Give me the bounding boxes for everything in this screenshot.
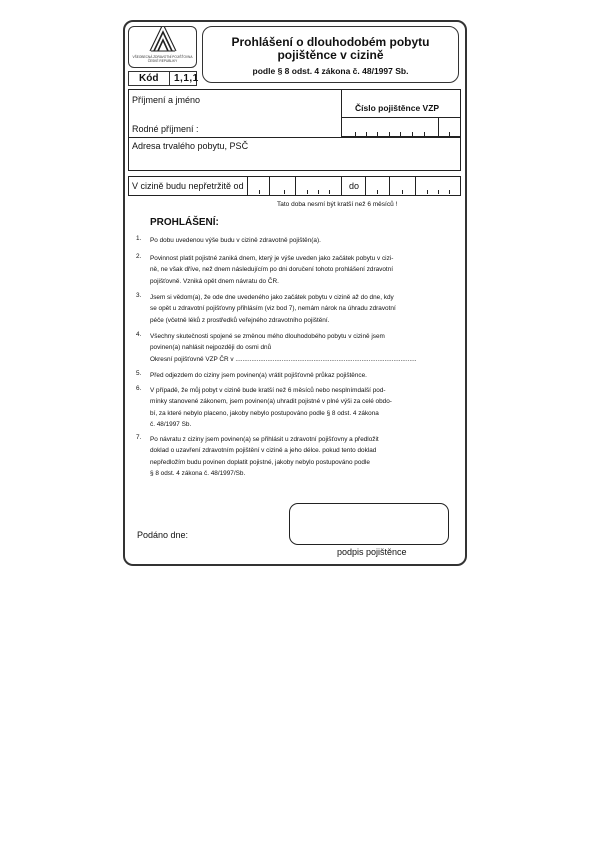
stay-to-divider-day xyxy=(389,177,390,195)
stay-to-label: do xyxy=(349,181,360,191)
code-value: 1,1,1 xyxy=(174,73,199,84)
surname-field[interactable] xyxy=(130,107,338,121)
address-label: Adresa trvalého pobytu, PSČ xyxy=(132,141,249,151)
stay-to-tick xyxy=(438,190,439,194)
declaration-item-number: 7. xyxy=(136,434,142,441)
surname-label: Příjmení a jméno xyxy=(132,95,201,105)
stay-note: Tato doba nesmí být kratší než 6 měsíců ! xyxy=(277,201,398,208)
declaration-heading: PROHLÁŠENÍ: xyxy=(150,217,219,228)
stay-from-label: V cizině budu nepřetržitě od xyxy=(132,181,244,191)
signature-label: podpis pojištěnce xyxy=(337,547,407,557)
declaration-item-number: 5. xyxy=(136,370,142,377)
vzp-emblem-icon xyxy=(129,27,197,57)
stay-to-date-field[interactable] xyxy=(365,177,460,195)
declaration-item-line: péče (včetně léků z prostředků veřejného zdravotního pojištění. xyxy=(150,316,330,324)
stay-from-divider-month xyxy=(295,177,296,195)
declaration-item-line: se opět u zdravotní pojišťovny přihlásím (viz bod 7), nemám nárok na úhradu zdravotní xyxy=(150,305,396,313)
declaration-item-line: Jsem si vědom(a), že ode dne uvedeného jako začátek pobytu v cizině až do dne, kdy xyxy=(150,294,394,301)
declaration-item-line: Všechny skutečnosti spojené se změnou mého dlouhodobého pobytu v cizině jsem xyxy=(150,333,385,340)
signature-field[interactable] xyxy=(289,503,449,545)
declaration-item-line: V případě, že můj pobyt v cizině bude kratší než 6 měsíců nebo nesplnímdalší pod- xyxy=(150,387,386,394)
stay-from-tick xyxy=(318,190,319,194)
form-title-line2: pojištěnce v cizině xyxy=(277,48,384,62)
code-label: Kód xyxy=(139,73,159,84)
stay-from-divider-day xyxy=(269,177,270,195)
declaration-item-line: povinen(a) nahlásit nejpozději do osmi dnů xyxy=(150,344,272,352)
declaration-item-line: doklad o uzavření zdravotním pojištění v cizině a jeho délce. pokud tento doklad xyxy=(150,447,377,455)
declaration-item-line: Po návratu z ciziny jsem povinen(a) se přihlásit u zdravotní pojišťovny a předložit xyxy=(150,436,379,443)
declaration-item-number: 6. xyxy=(136,385,142,392)
birth-surname-label: Rodné příjmení : xyxy=(132,124,199,134)
insurance-number-field[interactable] xyxy=(342,117,460,136)
declaration-item-line: ně, ne však dříve, než dnem následujícím po dni doručení tohoto prohlášení zdravotní xyxy=(150,266,393,274)
vzp-logo xyxy=(128,26,197,68)
stay-to-tick xyxy=(377,190,378,194)
insurance-number-label: Číslo pojištěnce VZP xyxy=(355,103,440,113)
address-divider xyxy=(128,137,461,138)
stay-from-tick xyxy=(259,190,260,194)
stay-from-date-field[interactable] xyxy=(247,177,342,195)
code-box xyxy=(128,71,197,86)
declaration-item-line: mínky stanovené zákonem, jsem povinen(a) uhradit pojistné v plné výši za celé obdo- xyxy=(150,398,392,406)
stay-from-tick xyxy=(307,190,308,194)
stay-to-tick xyxy=(427,190,428,194)
form-title-line1: Prohlášení o dlouhodobém pobytu xyxy=(231,35,430,49)
declaration-item-number: 3. xyxy=(136,292,142,299)
declaration-item-line: § 8 odst. 4 zákona č. 48/1997/Sb. xyxy=(150,469,246,477)
logo-org-text: VŠEOBECNÁ ZDRAVOTNÍ POJIŠŤOVNA ČESKÉ REPUBLIKY xyxy=(132,55,193,63)
form-subtitle: podle § 8 odst. 4 zákona č. 48/1997 Sb. xyxy=(252,66,409,76)
address-field[interactable] xyxy=(130,152,458,168)
declaration-item-number: 1. xyxy=(136,235,142,242)
declaration-item-line: Před odjezdem do ciziny jsem povinen(a) vrátit pojišťovně průkaz pojištěnce. xyxy=(150,372,367,379)
stay-to-divider-month xyxy=(415,177,416,195)
declaration-item-line: pojišťovně. Vzniká opět dnem návratu do ČR. xyxy=(150,277,279,285)
declaration-item-line: nepředložím budu povinen doplatit pojistné, jakoby nebylo postupováno podle xyxy=(150,458,370,466)
stay-from-tick xyxy=(284,190,285,194)
declaration-item-line: bí, za které nebylo placeno, jakoby nebylo postupováno podle § 8 odst. 4 zákona xyxy=(150,409,379,417)
declaration-item-line: č. 48/1997 Sb. xyxy=(150,420,192,428)
code-divider xyxy=(169,72,170,85)
form-title-box xyxy=(202,26,459,83)
stay-to-tick xyxy=(402,190,403,194)
declaration-item-number: 2. xyxy=(136,253,142,260)
declaration-item-line: Povinnost platit pojistné zaniká dnem, který je výše uveden jako začátek pobytu v cizi- xyxy=(150,255,394,262)
insurance-number-divider xyxy=(438,117,439,136)
declaration-item-line: Okresní pojišťovně VZP ČR v ...................................................................................................... xyxy=(150,355,417,363)
declaration-item-number: 4. xyxy=(136,331,142,338)
birth-surname-field[interactable] xyxy=(203,122,338,136)
stay-to-tick xyxy=(449,190,450,194)
submitted-date-field[interactable] xyxy=(190,526,280,542)
submitted-label: Podáno dne: xyxy=(137,530,189,540)
stay-from-tick xyxy=(329,190,330,194)
declaration-item-line: Po dobu uvedenou výše budu v cizině zdravotně pojištěn(a). xyxy=(150,237,321,244)
